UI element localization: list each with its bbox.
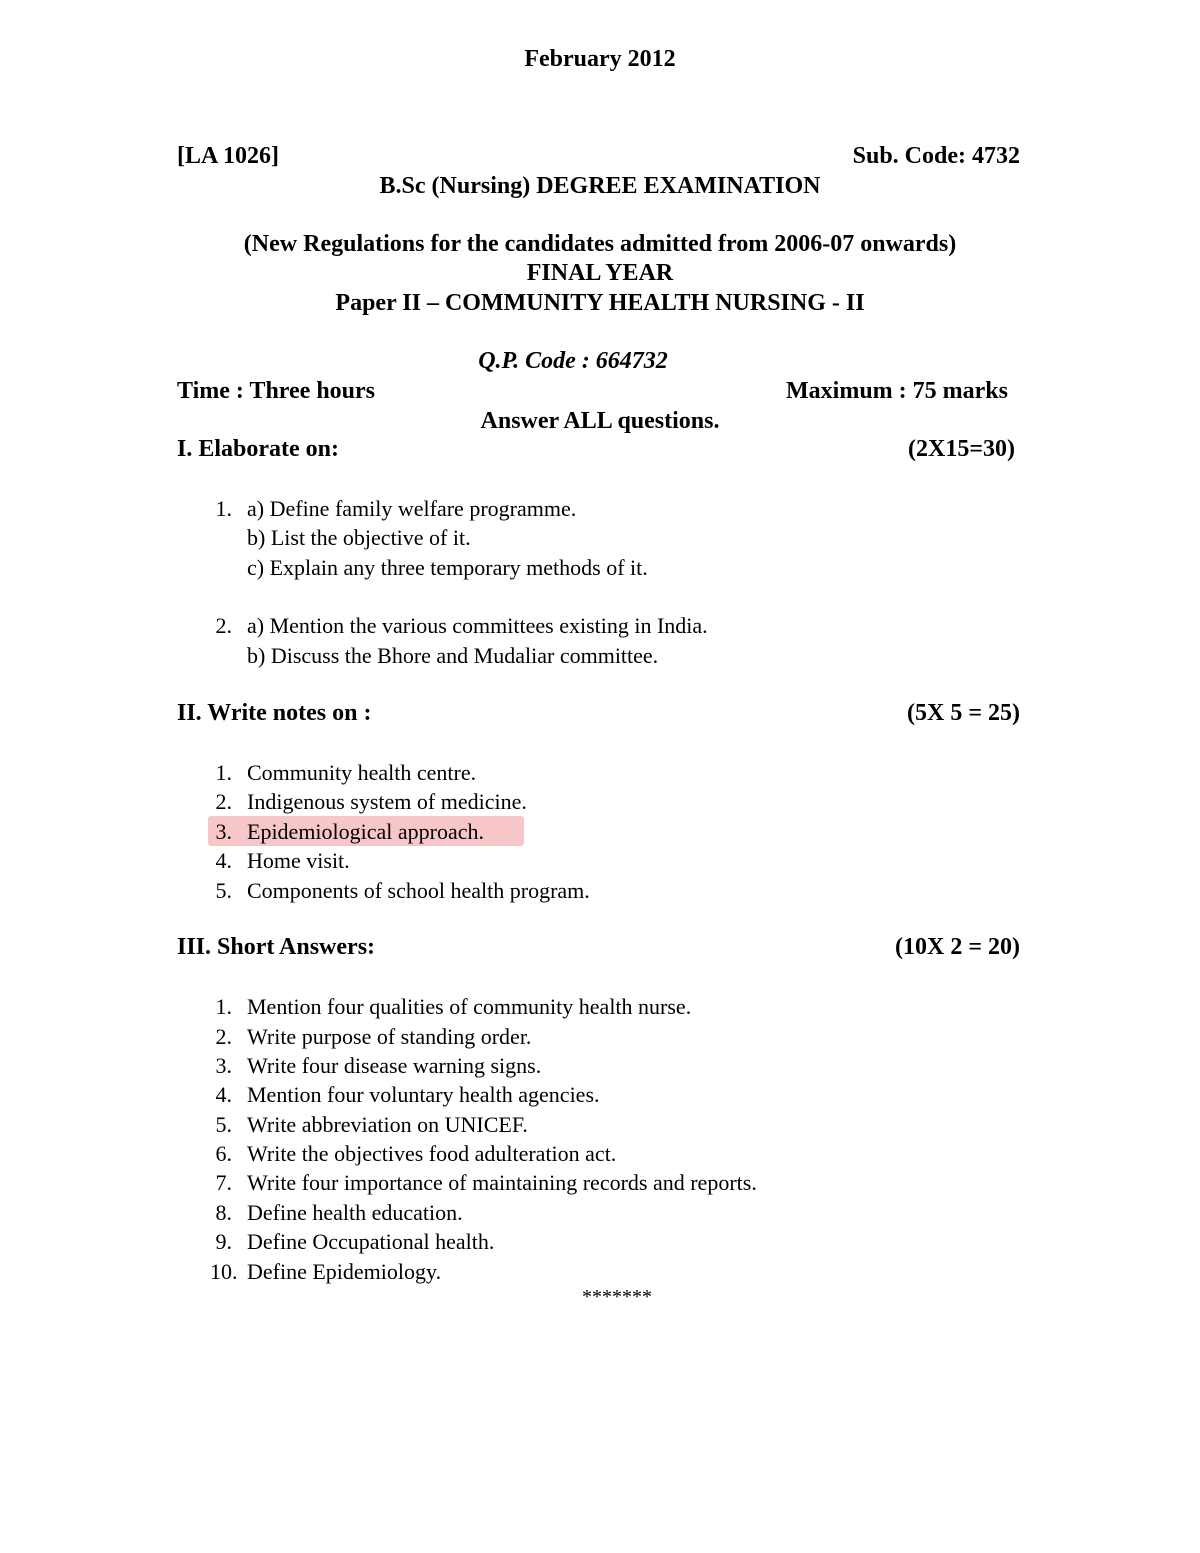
list-item: 9. Define Occupational health. [215, 1229, 495, 1254]
question-number: 2. [215, 613, 232, 638]
qp-code: Q.P. Code : 664732 [478, 348, 668, 374]
list-item: 3. Write four disease warning signs. [215, 1053, 542, 1078]
instruction: Answer ALL questions. [480, 408, 720, 434]
regulations-note: (New Regulations for the candidates admitted from 2006-07 onwards) [243, 231, 957, 257]
section3-marks: (10X 2 = 20) [895, 934, 1020, 960]
list-item: 2. Indigenous system of medicine. [215, 789, 527, 814]
list-item: 1. Mention four qualities of community health nurse. [215, 994, 692, 1019]
exam-date: February 2012 [524, 46, 676, 72]
list-item-highlighted: 3. Epidemiological approach. [215, 819, 485, 844]
paper-title: Paper II – COMMUNITY HEALTH NURSING - II [335, 290, 865, 316]
section2-marks: (5X 5 = 25) [907, 700, 1020, 726]
section1-marks: (2X15=30) [908, 436, 1015, 462]
question-part-b: b) List the objective of it. [247, 525, 471, 550]
list-item: 2. Write purpose of standing order. [215, 1024, 532, 1049]
exam-time: Time : Three hours [177, 378, 376, 404]
question-number: 1. [215, 496, 232, 521]
list-item: 8. Define health education. [215, 1200, 463, 1225]
section1-title: I. Elaborate on: [177, 436, 339, 462]
list-item: 10. Define Epidemiology. [210, 1259, 442, 1284]
paper-code: [LA 1026] [177, 143, 279, 169]
question-part-c: c) Explain any three temporary methods of it. [247, 555, 648, 580]
question-part-a: a) Define family welfare programme. [247, 496, 577, 521]
section3-title: III. Short Answers: [177, 934, 376, 960]
list-item: 4. Home visit. [215, 848, 350, 873]
list-item: 7. Write four importance of maintaining records and reports. [215, 1170, 757, 1195]
max-marks: Maximum : 75 marks [786, 378, 1008, 404]
year-label: FINAL YEAR [526, 260, 674, 286]
section2-title: II. Write notes on : [177, 700, 372, 726]
list-item: 1. Community health centre. [215, 760, 477, 785]
question-part-a: a) Mention the various committees existing in India. [247, 613, 708, 638]
list-item: 5. Components of school health program. [215, 878, 590, 903]
question-part-b: b) Discuss the Bhore and Mudaliar committee. [247, 643, 659, 668]
sub-code: Sub. Code: 4732 [852, 143, 1020, 169]
exam-title: B.Sc (Nursing) DEGREE EXAMINATION [379, 173, 821, 199]
list-item: 5. Write abbreviation on UNICEF. [215, 1112, 528, 1137]
end-mark: ******* [582, 1286, 652, 1308]
list-item: 4. Mention four voluntary health agencies. [215, 1082, 600, 1107]
list-item: 6. Write the objectives food adulteration act. [215, 1141, 617, 1166]
